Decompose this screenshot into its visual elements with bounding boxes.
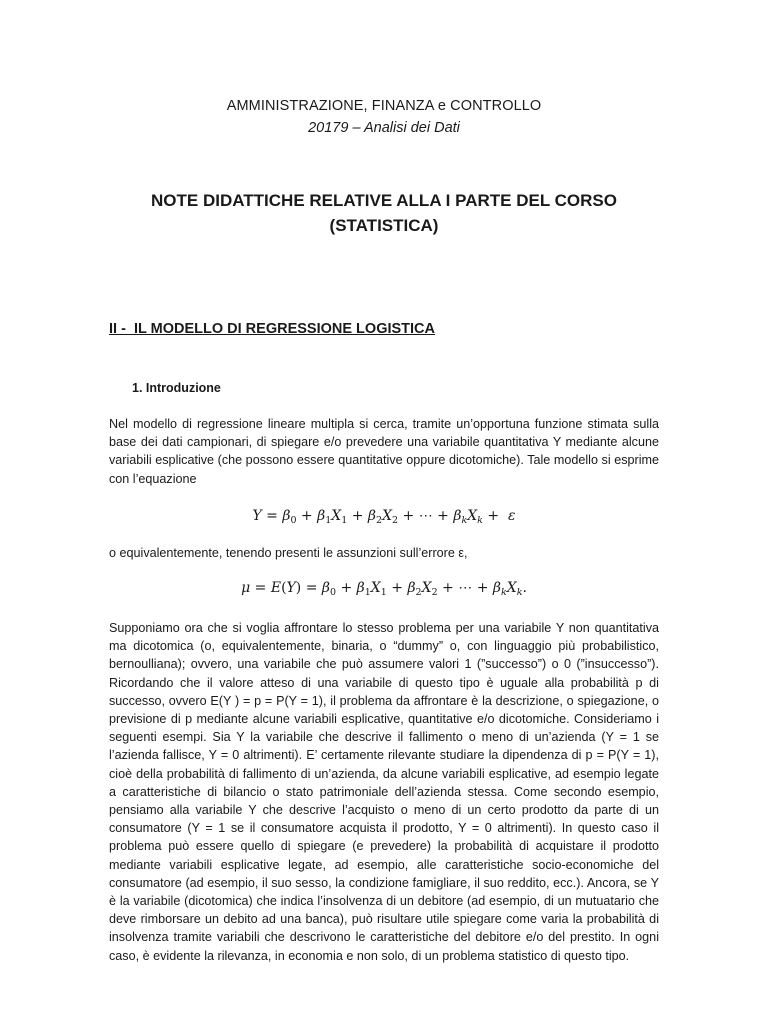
- course-code: 20179 – Analisi dei Dati: [308, 120, 460, 136]
- course-name: AMMINISTRAZIONE, FINANZA e CONTROLLO: [226, 98, 542, 114]
- section-heading: II - IL MODELLO DI REGRESSIONE LOGISTICA: [109, 321, 436, 337]
- paragraph-equivalent: o equivalentemente, tenendo presenti le assunzioni sull’errore ε,: [109, 546, 468, 560]
- equation-regression: $Y = \beta_0 + \beta_1X_1 + \beta_2X_2$ + ⋯ + $\beta_kX_k + \varepsilon$: [252, 508, 516, 526]
- paragraph-examples: Supponiamo ora che si voglia affrontare lo stesso problema per una variabile Y non quantitativa ma dicotomica (o, equivalentemente, binaria, o “dummy” o, con linguaggio più probabilistico, bernoulliana); ovvero, una variabile che può assumere valori 1 (”successo”) o 0 (”insuccesso”). Ricordando che il valore atteso di una variabile di questo tipo è uguale alla probabilità p di successo, ovvero E(Y ) = p = P(Y = 1), il problema da affrontare è la descrizione, o spiegazione, o previsione di p mediante alcune variabili esplicative, quantitative e/o dicotomiche. Consideriamo i seguenti esempi. Sia Y la variabile che descrive il fallimento o meno di un’azienda (Y = 1 se l’azienda fallisce, Y = 0 altrimenti). E’ certamente rilevante studiare la dipendenza di p = P(Y = 1), cioè della probabilità di fallimento di un’azienda, da alcune variabili esplicative, ad esempio legate a caratteristiche di bilancio o stato patrimoniale dell’azienda stessa. Come secondo esempio, pensiamo alla variabile Y che descrive l’acquisto o meno di un certo prodotto da parte di un consumatore (Y = 1 se il consumatore acquista il prodotto, Y = 0 altrimenti). In questo caso il problema può essere quello di spiegare (e prevedere) la probabilità di acquistare il prodotto mediante variabili esplicative legate, ad esempio, alle caratteristiche socio-economiche del consumatore (ad esempio, il suo sesso, la condizione famigliare, il suo reddito, ecc.). Ancora, se Y è la variabile (dicotomica) che indica l’insolvenza di un debitore (ad esempio, di un mutuatario che deve rimborsare un debito ad una banca), può risultare utile spiegare come varia la probabilità di insolvenza tramite variabili che descrivono le caratteristiche del debitore e/o del prestito. In ogni caso, è evidente la rilevanza, in economia e non solo, di un problema statistico di questo tipo.: [109, 621, 659, 963]
- document-title-line1: NOTE DIDATTICHE RELATIVE ALLA I PARTE DEL CORSO: [151, 191, 617, 210]
- equation-expected-value: $\mu = E(Y) = \beta_0 + \beta_1X_1 + \beta_2X_2$ + ⋯ + $\beta_kX_k$.: [241, 580, 527, 598]
- subsection-heading: 1. Introduzione: [132, 381, 221, 395]
- paragraph-intro: Nel modello di regressione lineare multipla si cerca, tramite un’opportuna funzione stimata sulla base dei dati campionari, di spiegare e/o prevedere una variabile quantitativa Y mediante alcune variabili esplicative (che possono essere quantitative oppure dicotomiche). Tale modello si esprime con l’equazione: [109, 417, 659, 486]
- document-title-line2: (STATISTICA): [329, 216, 439, 235]
